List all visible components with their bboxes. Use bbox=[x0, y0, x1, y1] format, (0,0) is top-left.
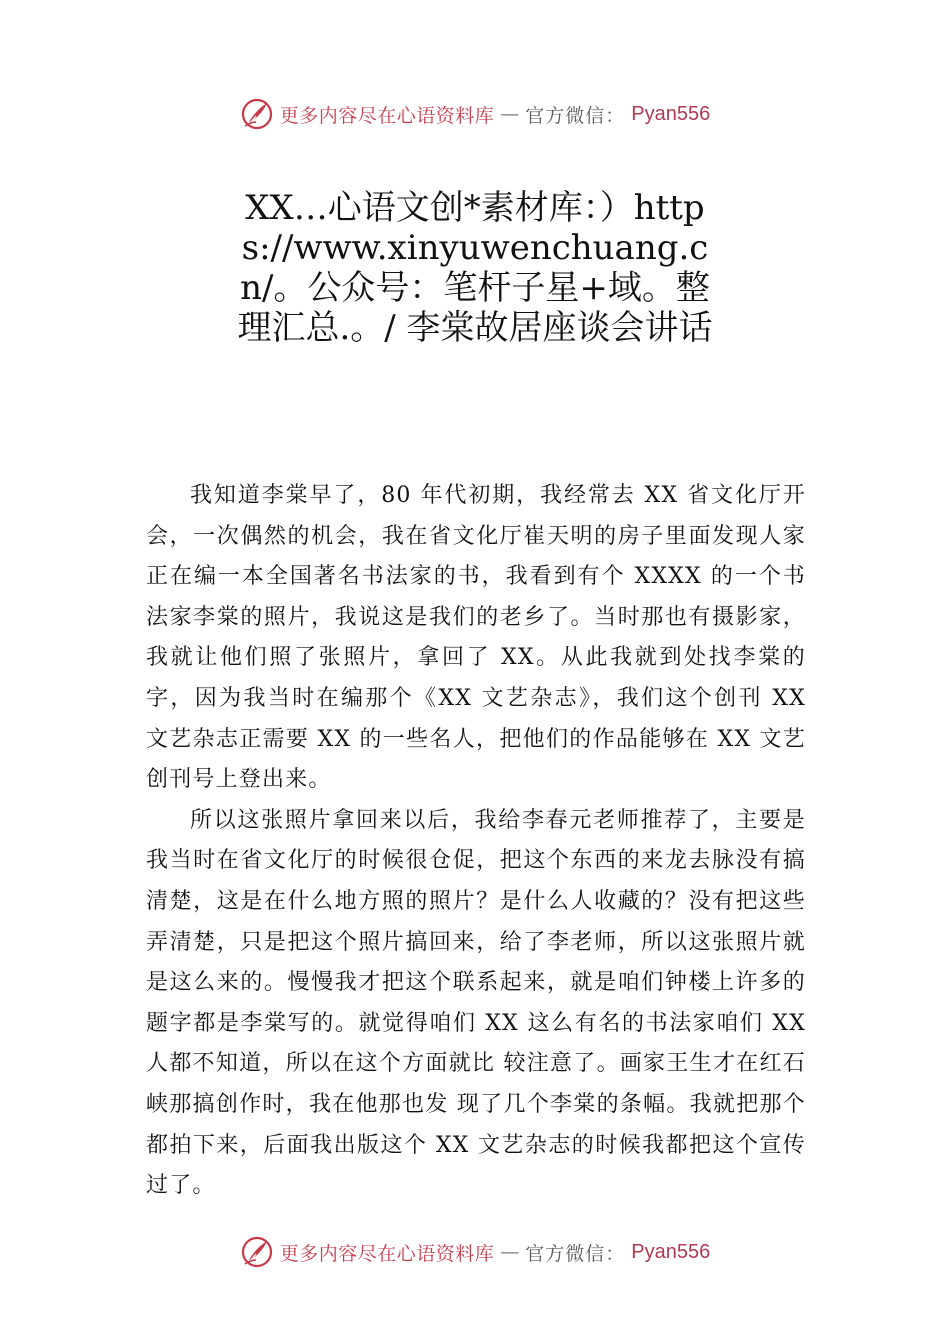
quill-pen-logo-icon bbox=[240, 1235, 274, 1269]
banner-separator: — bbox=[500, 103, 520, 125]
body-paragraph-1: 我知道李棠早了，80 年代初期，我经常去 XX 省文化厅开会，一次偶然的机会，我在省文化厅崔天明的房子里面发现人家正在编一本全国著名书法家的书，我看到有个 XXXX 的一个书法家李棠的照片，我说这是我们的老乡了。当时那也有摄影家，我就让他们照了张照片，拿回了 XX。从此我就到处找李棠的字，因为我当时在编那个《XX 文艺杂志》，我们这个创刊 XX 文艺杂志正需要 XX 的一些名人，把他们的作品能够在 XX 文艺创刊号上登出来。 bbox=[146, 483, 806, 793]
document-title: XX…心语文创*素材库：）https://www.xinyuwenchuang.cn/。公众号：笔杆子星+域。整理汇总.。/ 李棠故居座谈会讲话 bbox=[237, 188, 713, 348]
banner-wechat-id: Pyan556 bbox=[631, 102, 711, 125]
quill-pen-logo-icon bbox=[240, 97, 274, 131]
body-paragraph-2: 所以这张照片拿回来以后，我给李春元老师推荐了，主要是我当时在省文化厅的时候很仓促，把这个东西的来龙去脉没有搞清楚，这是在什么地方照的照片？是什么人收藏的？没有把这些弄清楚，只是把这个照片搞回来，给了李老师，所以这张照片就是这么来的。慢慢我才把这个联系起来，就是咱们钟楼上许多的题字都是李棠写的。就觉得咱们 XX 这么有名的书法家咱们 XX 人都不知道，所以在这个方面就比 较注意了。画家王生才在红石峡那搞创作时，我在他那也发 现了几个李棠的条幅。我就把那个都拍下来，后面我出版这个 XX 文艺杂志的时候我都把这个宣传过了。 bbox=[146, 807, 806, 1199]
banner-separator: — bbox=[500, 1241, 520, 1263]
banner-text: 更多内容尽在心语资料库 bbox=[279, 1242, 495, 1265]
banner-text: 更多内容尽在心语资料库 bbox=[279, 104, 495, 127]
document-body bbox=[146, 476, 806, 1207]
banner-wechat-label: 官方微信： bbox=[525, 104, 626, 127]
banner-wechat-label: 官方微信： bbox=[525, 1242, 626, 1265]
header-banner bbox=[0, 94, 950, 134]
banner-wechat-id: Pyan556 bbox=[631, 1240, 711, 1263]
footer-banner bbox=[0, 1232, 950, 1272]
